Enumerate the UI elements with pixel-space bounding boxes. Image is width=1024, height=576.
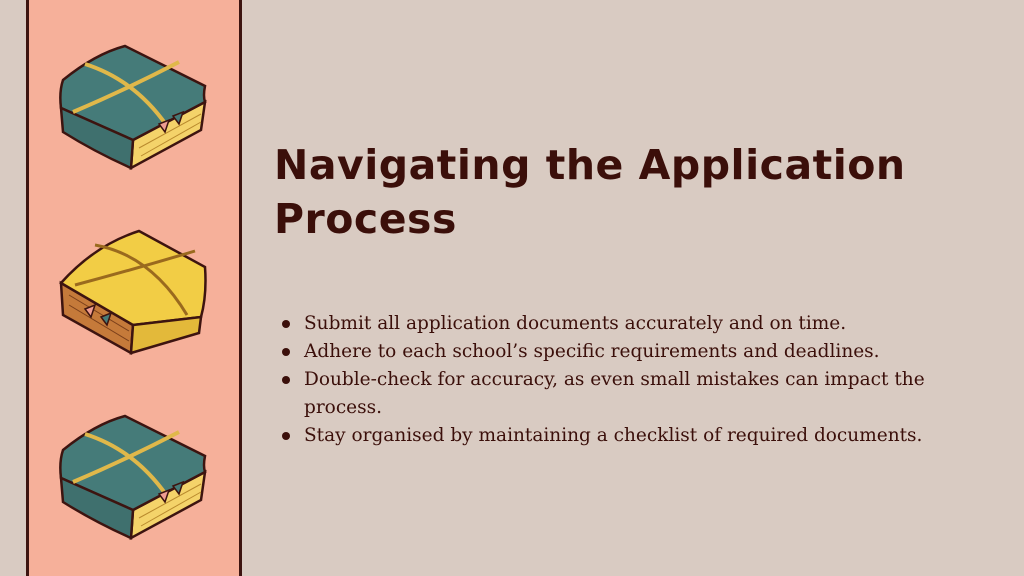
bullet-dot-icon [282, 432, 290, 440]
wrapped-book-icon [55, 225, 211, 357]
wrapped-book-icon [55, 410, 211, 542]
bullet-text: Submit all application documents accurately and on time. [304, 313, 847, 334]
bullet-dot-icon [282, 320, 290, 328]
bullet-item [280, 310, 1000, 338]
bullet-list [280, 310, 1000, 450]
bullet-item [280, 366, 1000, 422]
bullet-text: Stay organised by maintaining a checklist of required documents. [304, 425, 923, 446]
bullet-item [280, 422, 1000, 450]
slide-title: Navigating the Application Process [274, 141, 906, 243]
bullet-text: Double-check for accuracy, as even small mistakes can impact the process. [304, 369, 925, 418]
bullet-text: Adhere to each school’s specific requirements and deadlines. [304, 341, 880, 362]
bullet-dot-icon [282, 376, 290, 384]
bullet-dot-icon [282, 348, 290, 356]
bullet-item [280, 338, 1000, 366]
wrapped-book-icon [55, 40, 211, 172]
